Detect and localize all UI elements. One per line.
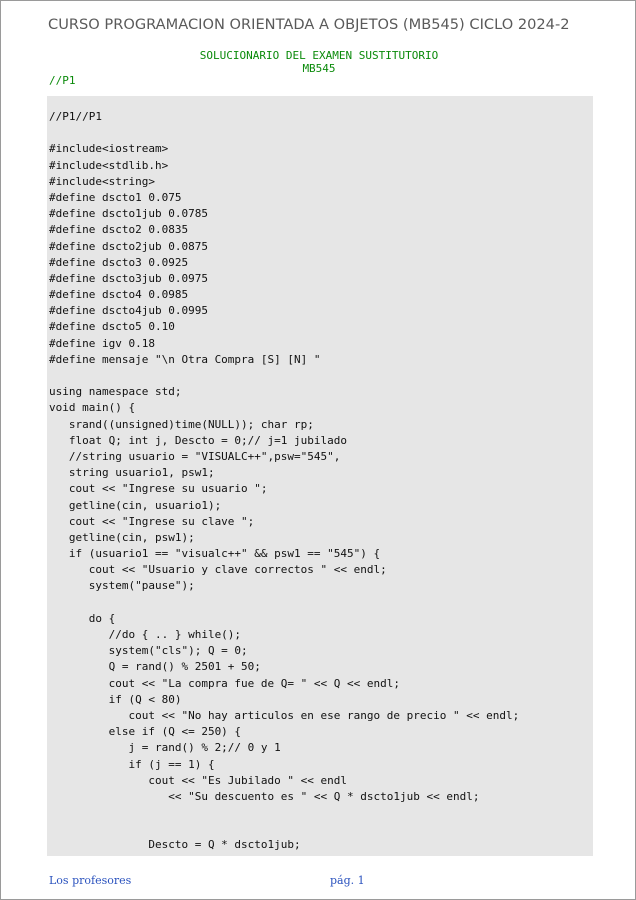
code-line: cout << "Ingrese su clave "; bbox=[49, 514, 255, 528]
code-line: #define igv 0.18 bbox=[49, 336, 155, 350]
code-line: cout << "Es Jubilado " << endl bbox=[49, 773, 348, 787]
code-line: #define dscto3 0.0925 bbox=[49, 255, 189, 269]
code-line: #define dscto1 0.075 bbox=[49, 190, 182, 204]
code-line: getline(cin, usuario1); bbox=[49, 498, 222, 512]
code-line: //P1//P1 bbox=[49, 110, 102, 123]
code-line: getline(cin, psw1); bbox=[49, 530, 195, 544]
code-line bbox=[49, 595, 593, 611]
code-line: cout << "Usuario y clave correctos " << endl; bbox=[49, 563, 387, 577]
document-subtitle: MB545 bbox=[302, 62, 336, 75]
code-line: cout << "La compra fue de Q= " << Q << endl; bbox=[49, 676, 400, 690]
code-line: //do { .. } while(); bbox=[49, 628, 242, 641]
code-line: string usuario1, psw1; bbox=[49, 466, 215, 480]
code-line: if (j == 1) { bbox=[49, 757, 215, 771]
code-line: //string usuario = "VISUALC++",psw="545", bbox=[49, 449, 341, 463]
code-line: j = rand() % 2;// 0 y 1 bbox=[49, 741, 281, 755]
code-line: #define mensaje "\n Otra Compra [S] [N] " bbox=[49, 352, 321, 366]
code-line: srand((unsigned)time(NULL)); char rp; bbox=[49, 417, 314, 431]
code-line: #include<string> bbox=[49, 174, 155, 188]
code-line: #define dscto2 0.0835 bbox=[49, 223, 189, 237]
course-header: CURSO PROGRAMACION ORIENTADA A OBJETOS (MB545) CICLO 2024-2 bbox=[48, 16, 570, 33]
code-line: #define dscto3jub 0.0975 bbox=[49, 271, 208, 285]
code-line: cout << "No hay articulos en ese rango de precio " << endl; bbox=[49, 708, 520, 722]
code-line: using namespace std; bbox=[49, 385, 182, 399]
code-line: void main() { bbox=[49, 401, 136, 415]
code-line: #define dscto2jub 0.0875 bbox=[49, 239, 208, 253]
code-line bbox=[49, 368, 593, 384]
code-line: #define dscto4jub 0.0995 bbox=[49, 304, 208, 318]
code-line: #include<iostream> bbox=[49, 142, 169, 156]
code-line: #include<stdlib.h> bbox=[49, 158, 169, 172]
code-line: else if (Q <= 250) { bbox=[49, 725, 242, 739]
code-line bbox=[49, 125, 593, 141]
footer-page-number: pág. 1 bbox=[330, 874, 365, 887]
code-line: float Q; int j, Descto = 0;// j=1 jubilado bbox=[49, 433, 348, 447]
code-line: Q = rand() % 2501 + 50; bbox=[49, 660, 261, 674]
section-label: //P1 bbox=[49, 74, 76, 87]
footer-author: Los profesores bbox=[49, 874, 132, 887]
code-line: cout << "Ingrese su usuario "; bbox=[49, 482, 268, 496]
code-line: Descto = Q * dscto1jub; bbox=[49, 838, 301, 852]
code-line bbox=[49, 805, 593, 821]
code-line bbox=[49, 821, 593, 837]
code-line: #define dscto5 0.10 bbox=[49, 320, 175, 334]
code-line: << "Su descuento es " << Q * dscto1jub << endl; bbox=[49, 789, 480, 803]
code-line: #define dscto1jub 0.0785 bbox=[49, 207, 208, 221]
code-block bbox=[47, 96, 593, 856]
code-line: if (usuario1 == "visualc++" && psw1 == "545") { bbox=[49, 547, 381, 561]
code-line: system("pause"); bbox=[49, 579, 195, 593]
document-title: SOLUCIONARIO DEL EXAMEN SUSTITUTORIO bbox=[199, 49, 439, 62]
code-line: do { bbox=[49, 611, 116, 625]
code-listing bbox=[47, 96, 593, 854]
code-line: if (Q < 80) bbox=[49, 692, 182, 706]
code-line: #define dscto4 0.0985 bbox=[49, 288, 189, 302]
code-line: system("cls"); Q = 0; bbox=[49, 644, 248, 658]
